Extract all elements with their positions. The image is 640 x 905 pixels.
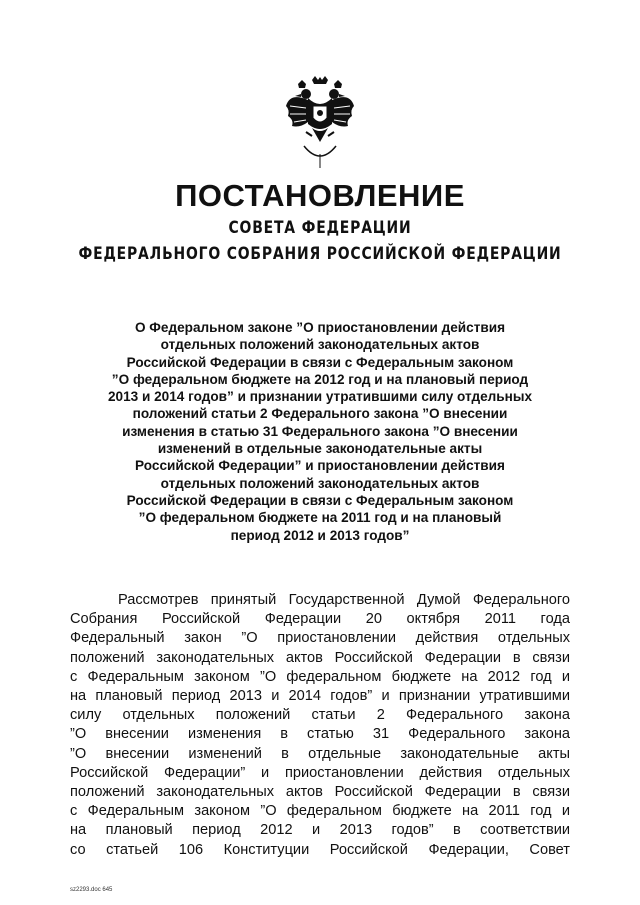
document-heading <box>90 319 550 544</box>
body-line: положений законодательных актов Российской Федерации в связи <box>70 649 570 666</box>
document-body <box>70 591 570 860</box>
body-line: силу отдельных положений статьи 2 Федерального закона <box>70 707 570 724</box>
heading-line: Российской Федерации в связи с Федеральным законом <box>126 354 514 370</box>
heading-line: ”О федеральном бюджете на 2012 год и на плановый период <box>111 371 529 387</box>
heading-line: О Федеральном законе ”О приостановлении действия <box>134 320 506 335</box>
document-subtitle-line1: СОВЕТА ФЕДЕРАЦИИ <box>228 218 412 238</box>
heading-line: отдельных положений законодательных актов <box>160 337 480 353</box>
body-line: Рассмотрев принятый Государственной Думой Федерального <box>118 592 570 608</box>
body-line: со статьей 106 Конституции Российской Федерации, Совет <box>70 841 570 858</box>
heading-line: отдельных положений законодательных актов <box>160 475 480 491</box>
body-line: ”О внесении изменения в статью 31 Федерального закона <box>70 726 570 743</box>
document-title: ПОСТАНОВЛЕНИЕ <box>175 178 465 213</box>
body-line: Федеральный закон ”О приостановлении действия отдельных <box>70 630 570 647</box>
body-line: ”О внесении изменений в отдельные законодательные акты <box>70 745 570 762</box>
document-subtitle-line2: ФЕДЕРАЛЬНОГО СОБРАНИЯ РОССИЙСКОЙ ФЕДЕРАЦИИ <box>78 244 562 264</box>
body-line: с Федеральным законом ”О федеральном бюджете на 2011 год и <box>70 803 570 820</box>
heading-line: изменения в статью 31 Федерального закона ”О внесении <box>122 423 518 439</box>
heading-line: 2013 и 2014 годов” и признании утратившими силу отдельных <box>107 389 533 405</box>
heading-line: Российской Федерации в связи с Федеральным законом <box>126 492 514 508</box>
coat-of-arms-icon <box>284 76 356 168</box>
body-line: с Федеральным законом ”О федеральном бюджете на 2012 год и <box>70 668 570 685</box>
heading-line: изменений в отдельные законодательные акты <box>157 441 483 457</box>
body-line: Российской Федерации” и приостановлении действия отдельных <box>70 764 570 781</box>
body-line: на плановый период 2012 и 2013 годов” в соответствии <box>70 822 570 839</box>
heading-line: положений статьи 2 Федерального закона ”О внесении <box>132 406 508 422</box>
heading-line: период 2012 и 2013 годов” <box>230 527 410 543</box>
heading-line: ”О федеральном бюджете на 2011 год и на плановый <box>138 510 502 526</box>
heading-line: Российской Федерации” и приостановлении действия <box>135 458 505 474</box>
file-reference: sz2293.doc 645 <box>70 887 113 893</box>
body-line: положений законодательных актов Российской Федерации в связи <box>70 784 570 801</box>
body-line: на плановый период 2013 и 2014 годов” и признании утратившими <box>70 688 570 705</box>
body-line: Собрания Российской Федерации 20 октября 2011 года <box>70 611 570 628</box>
